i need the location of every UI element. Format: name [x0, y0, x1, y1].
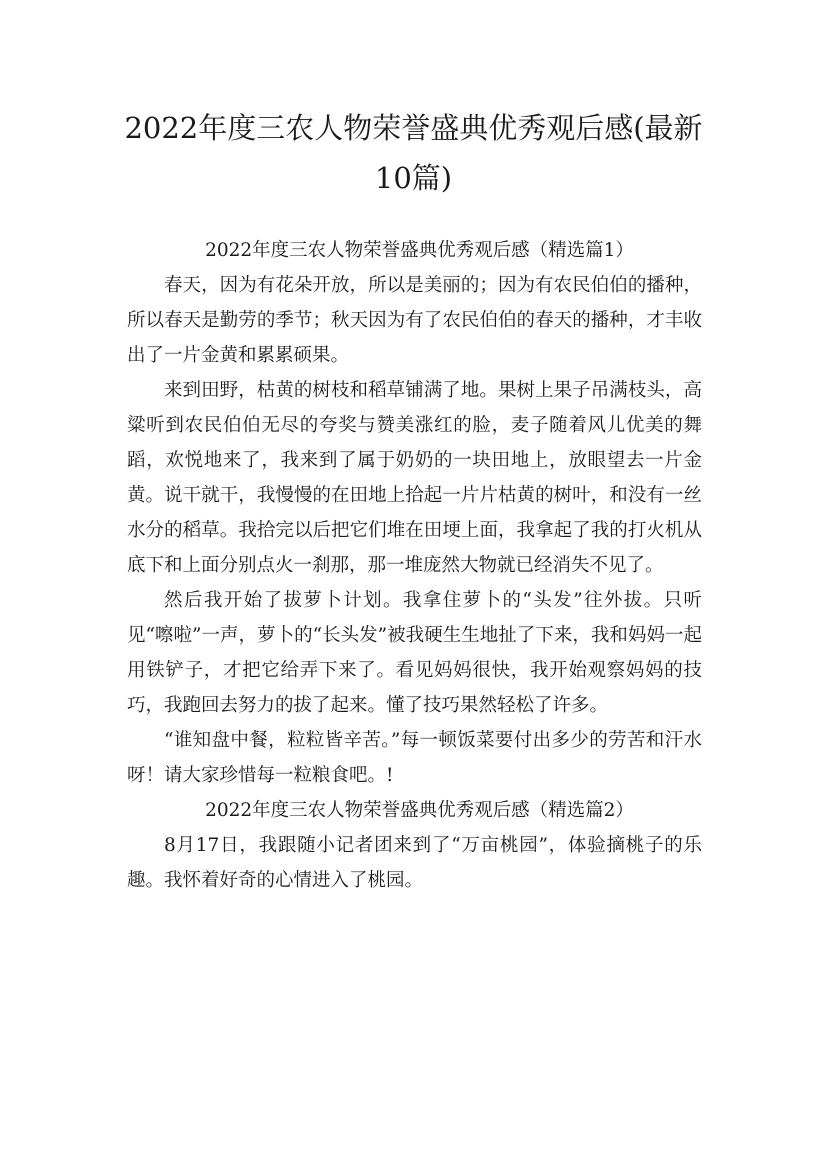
section-heading: 2022年度三农人物荣誉盛典优秀观后感（精选篇2）: [205, 800, 634, 821]
document-title: 2022年度三农人物荣誉盛典优秀观后感(最新10篇): [124, 111, 703, 195]
document-body: [127, 233, 702, 898]
paragraph: 春天，因为有花朵开放，所以是美丽的；因为有农民伯伯的播种，所以春天是勤劳的季节；秋天因为有了农民伯伯的春天的播种，才丰收出了一片金黄和累累硕果。: [127, 275, 702, 366]
paragraph: 然后我开始了拔萝卜计划。我拿住萝卜的“头发”往外拔。只听见“嚓啦”一声，萝卜的“长头发”被我硬生生地扯了下来，我和妈妈一起用铁铲子，才把它给弄下来了。看见妈妈很快，我开始观察妈妈的技巧，我跑回去努力的拔了起来。懂了技巧果然轻松了许多。: [127, 590, 702, 716]
paragraph: 来到田野，枯黄的树枝和稻草铺满了地。果树上果子吊满枝头，高粱听到农民伯伯无尽的夸奖与赞美涨红的脸，麦子随着风儿优美的舞蹈，欢悦地来了，我来到了属于奶奶的一块田地上，放眼望去一片金黄。说干就干，我慢慢的在田地上拾起一片片枯黄的树叶，和没有一丝水分的稻草。我拾完以后把它们堆在田埂上面，我拿起了我的打火机从底下和上面分别点火一刹那，那一堆庞然大物就已经消失不见了。: [127, 380, 702, 576]
paragraph: “谁知盘中餐，粒粒皆辛苦。”每一顿饭菜要付出多少的劳苦和汗水呀！请大家珍惜每一粒粮食吧。!: [127, 730, 702, 786]
paragraph: 8月17日，我跟随小记者团来到了“万亩桃园”，体验摘桃子的乐趣。我怀着好奇的心情进入了桃园。: [127, 835, 702, 891]
section-heading: 2022年度三农人物荣誉盛典优秀观后感（精选篇1）: [205, 240, 634, 261]
